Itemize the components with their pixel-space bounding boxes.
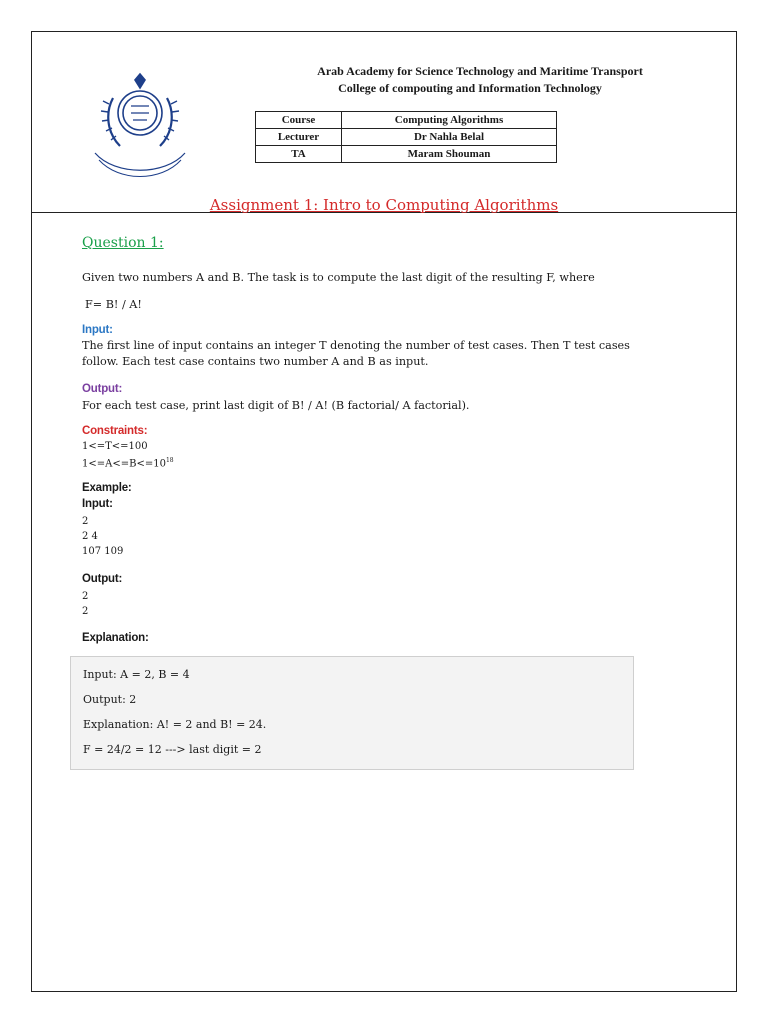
course-key: Course bbox=[256, 112, 342, 129]
explanation-line: Input: A = 2, B = 4 bbox=[83, 668, 190, 681]
constraint-ab-exponent: 18 bbox=[165, 457, 174, 464]
table-row bbox=[256, 129, 557, 146]
explanation-line: Explanation: A! = 2 and B! = 24. bbox=[83, 718, 267, 731]
constraints-label: Constraints: bbox=[82, 425, 148, 437]
example-input-label: Input: bbox=[82, 498, 113, 510]
example-input-line: 2 4 bbox=[82, 531, 98, 542]
ta-value: Maram Shouman bbox=[342, 146, 557, 163]
constraint-ab bbox=[82, 454, 174, 471]
constraint-ab-base: 1<=A<=B<=10 bbox=[82, 458, 166, 470]
output-label: Output: bbox=[82, 383, 123, 395]
example-output-label: Output: bbox=[82, 573, 123, 585]
explanation-box bbox=[70, 656, 634, 770]
explanation-line: F = 24/2 = 12 ---> last digit = 2 bbox=[83, 743, 262, 756]
input-label: Input: bbox=[82, 324, 113, 336]
table-row bbox=[256, 146, 557, 163]
example-input-line: 107 109 bbox=[82, 546, 124, 557]
question-heading: Question 1: bbox=[82, 235, 164, 251]
table-row bbox=[256, 112, 557, 129]
example-input-line: 2 bbox=[82, 516, 89, 527]
formula: F= B! / A! bbox=[85, 298, 142, 311]
ta-key: TA bbox=[256, 146, 342, 163]
input-description: The first line of input contains an integer T denoting the number of test cases. Then T test cases follow. Each test case contains two number A and B as input. bbox=[82, 339, 630, 368]
lecturer-key: Lecturer bbox=[256, 129, 342, 146]
institution-name: Arab Academy for Science Technology and Maritime Transport bbox=[317, 64, 643, 78]
explanation-label: Explanation: bbox=[82, 632, 149, 644]
explanation-line: Output: 2 bbox=[83, 693, 137, 706]
academy-emblem-icon bbox=[75, 58, 205, 188]
question-statement: Given two numbers A and B. The task is to compute the last digit of the resulting F, where bbox=[82, 271, 595, 284]
course-value: Computing Algorithms bbox=[342, 112, 557, 129]
example-label: Example: bbox=[82, 482, 132, 494]
constraint-t: 1<=T<=100 bbox=[82, 441, 148, 452]
example-output-line: 2 bbox=[82, 591, 89, 602]
college-name: College of compouting and Information Technology bbox=[338, 81, 602, 95]
lecturer-value: Dr Nahla Belal bbox=[342, 129, 557, 146]
output-description: For each test case, print last digit of B! / A! (B factorial/ A factorial). bbox=[82, 399, 470, 412]
example-output-line: 2 bbox=[82, 606, 89, 617]
assignment-title: Assignment 1: Intro to Computing Algorithms bbox=[209, 196, 559, 214]
course-info-table bbox=[255, 111, 557, 163]
